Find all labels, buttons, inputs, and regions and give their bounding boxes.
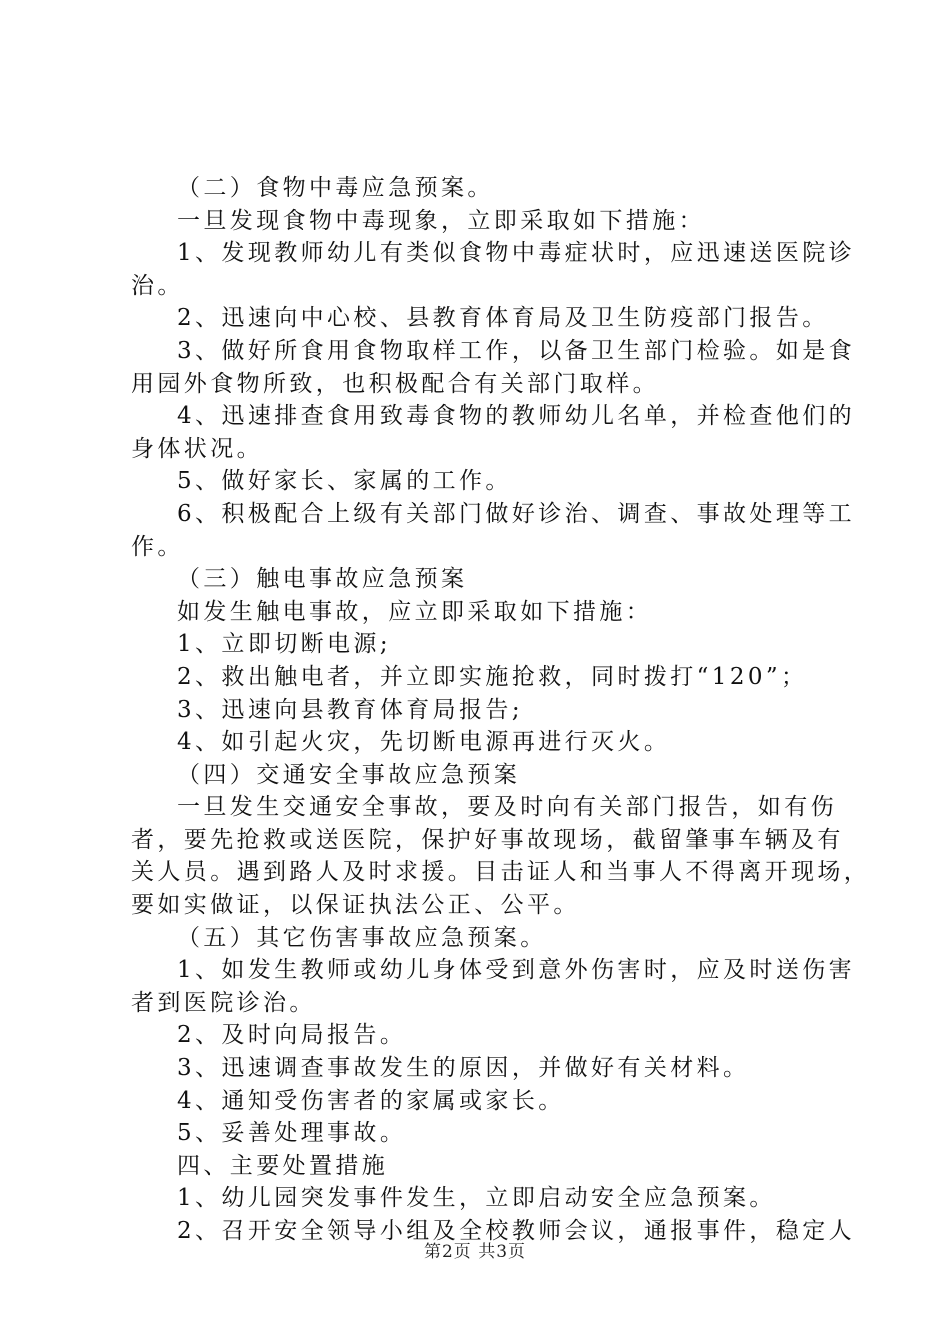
text-line: 作。: [131, 533, 184, 560]
text-line: 1、发现教师幼儿有类似食物中毒症状时，应迅速送医院诊: [177, 240, 856, 267]
text-line: （二）食物中毒应急预案。: [177, 175, 494, 201]
page-footer: 第2页 共3页: [423, 1242, 527, 1262]
text-line: 6、积极配合上级有关部门做好诊治、调查、事故处理等工: [177, 500, 856, 527]
text-line: 2、迅速向中心校、县教育体育局及卫生防疫部门报告。: [177, 305, 829, 332]
text-line: 1、如发生教师或幼儿身体受到意外伤害时，应及时送伤害: [177, 957, 856, 984]
text-line: 一旦发现食物中毒现象，立即采取如下措施：: [177, 207, 705, 234]
text-line: （四）交通安全事故应急预案: [177, 761, 521, 788]
text-line: 3、迅速向县教育体育局报告;: [177, 696, 523, 723]
text-line: （五）其它伤害事故应急预案。: [177, 924, 547, 951]
text-line: 2、救出触电者，并立即实施抢救，同时拨打“120”；: [177, 663, 808, 690]
text-line: 治。: [131, 272, 184, 299]
text-line: 3、迅速调查事故发生的原因，并做好有关材料。: [177, 1055, 750, 1082]
text-line: 如发生触电事故，应立即采取如下措施：: [177, 598, 653, 625]
text-line: 要如实做证，以保证执法公正、公平。: [131, 892, 580, 919]
document-body: [131, 172, 871, 1248]
text-line: 5、妥善处理事故。: [177, 1120, 407, 1147]
text-line: 2、及时向局报告。: [177, 1022, 407, 1049]
text-line: 身体状况。: [131, 435, 263, 462]
text-line: 2、召开安全领导小组及全校教师会议，通报事件，稳定人: [177, 1218, 856, 1244]
text-line: 1、立即切断电源;: [177, 631, 391, 658]
text-line: 4、通知受伤害者的家属或家长。: [177, 1087, 565, 1114]
text-line: 者，要先抢救或送医院，保护好事故现场，截留肇事车辆及有: [131, 826, 844, 853]
text-line: 5、做好家长、家属的工作。: [177, 468, 512, 495]
text-line: 用园外食物所致，也积极配合有关部门取样。: [131, 370, 659, 397]
text-line: 4、如引起火灾，先切断电源再进行灭火。: [177, 729, 671, 756]
text-line: 3、做好所食用食物取样工作，以备卫生部门检验。如是食: [177, 337, 856, 364]
text-line: 4、迅速排查食用致毒食物的教师幼儿名单，并检查他们的: [177, 403, 856, 430]
text-line: 一旦发生交通安全事故，要及时向有关部门报告，如有伤: [177, 794, 837, 821]
text-line: （三）触电事故应急预案: [177, 566, 468, 593]
text-line: 关人员。遇到路人及时求援。目击证人和当事人不得离开现场，: [131, 859, 871, 886]
text-line: 者到医院诊治。: [131, 989, 316, 1016]
text-line: 四、主要处置措施: [177, 1152, 389, 1179]
text-line: 1、幼儿园突发事件发生，立即启动安全应急预案。: [177, 1185, 776, 1212]
